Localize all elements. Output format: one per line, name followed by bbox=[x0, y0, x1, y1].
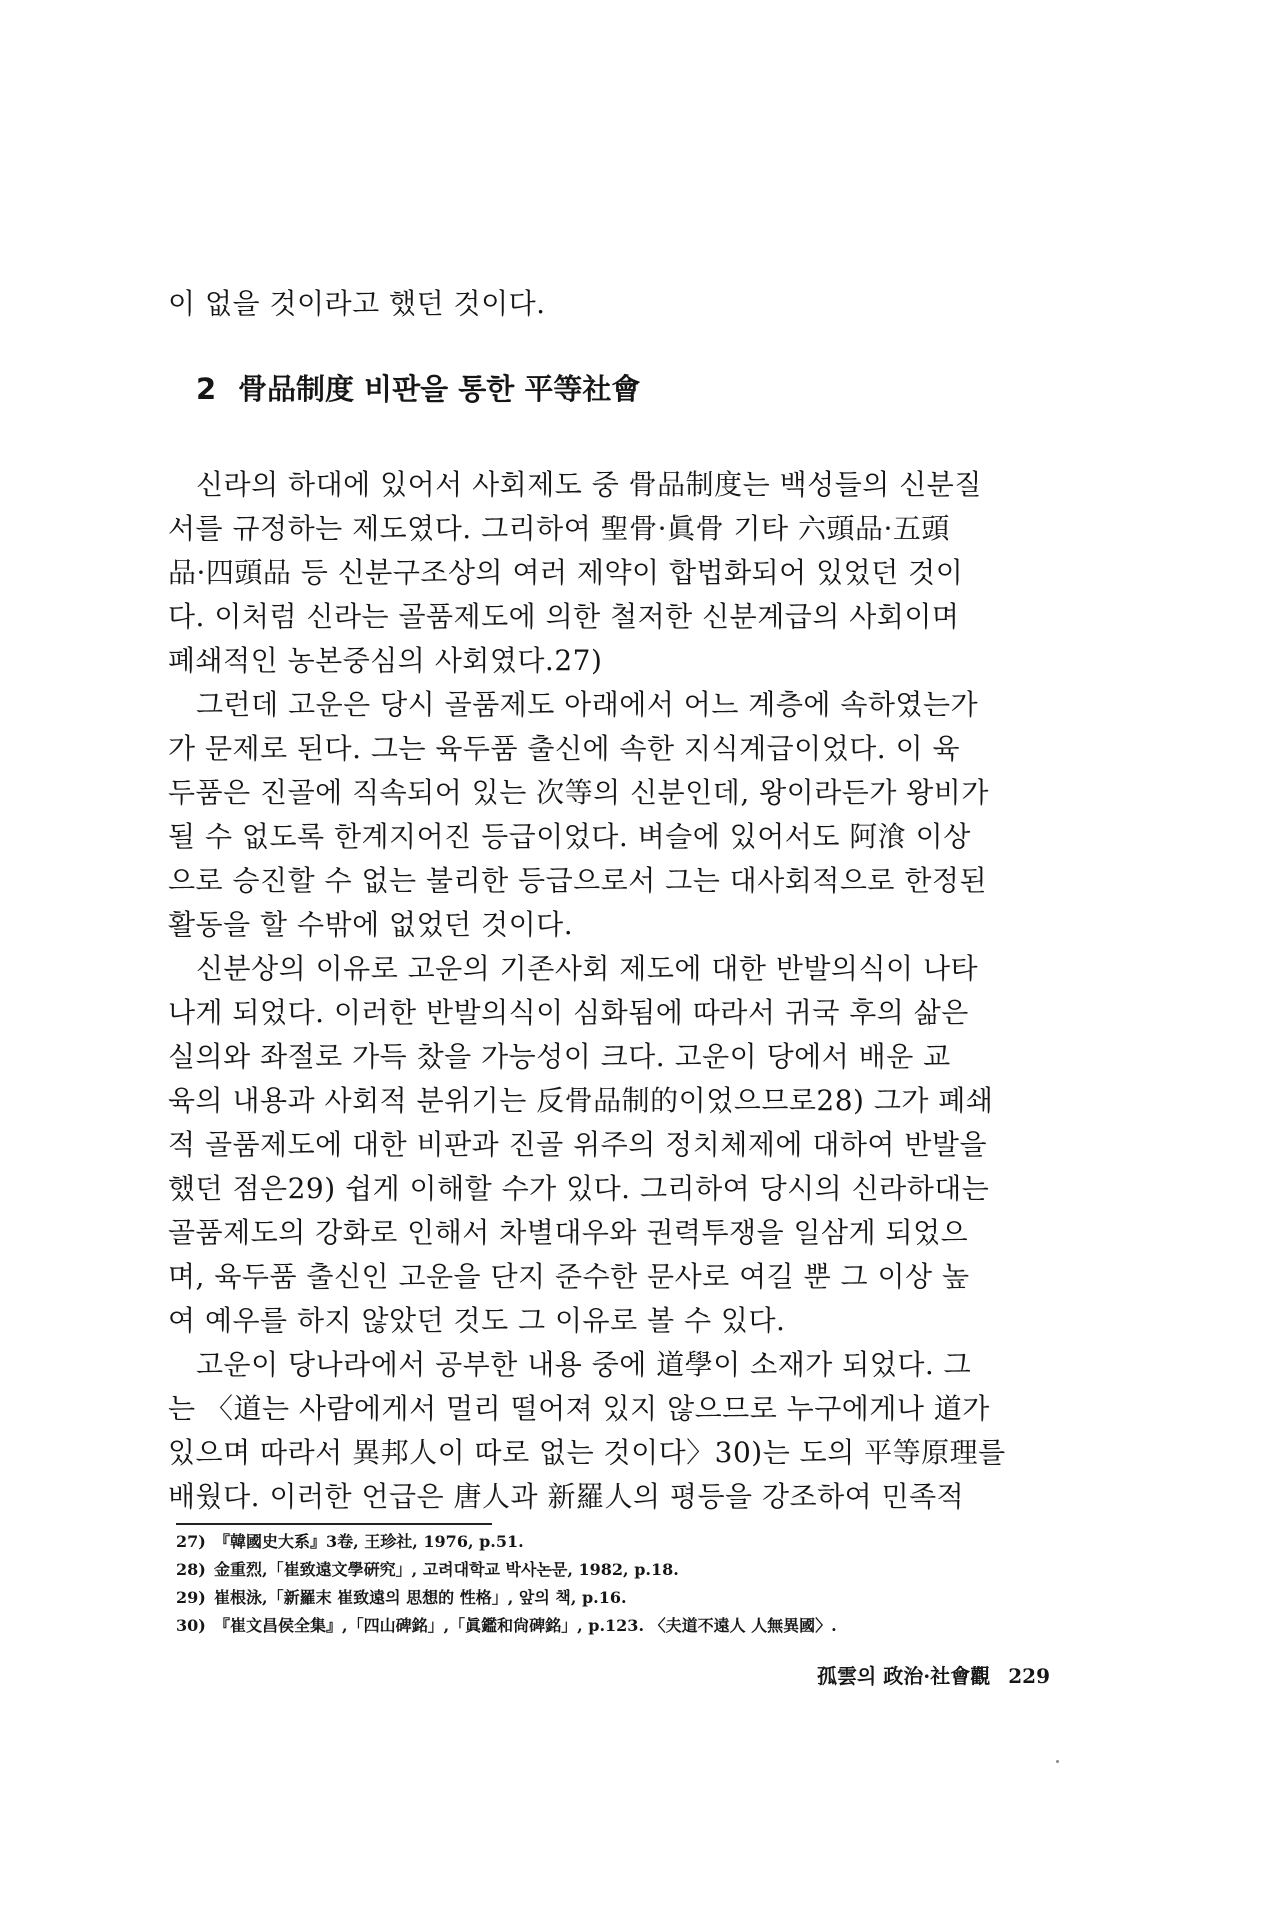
paper-speck bbox=[1056, 1760, 1059, 1763]
footnote bbox=[176, 1558, 1076, 1582]
body-line: 나게 되었다. 이러한 반발의식이 심화됨에 따라서 귀국 후의 삶은 bbox=[168, 996, 969, 1029]
section-heading bbox=[196, 368, 996, 410]
footnote-number: 29) bbox=[176, 1588, 206, 1607]
body-line: 며, 육두품 출신인 고운을 단지 준수한 문사로 여길 뿐 그 이상 높 bbox=[168, 1260, 970, 1293]
page-number: 229 bbox=[1008, 1664, 1050, 1688]
body-line: 활동을 할 수밖에 없었던 것이다. bbox=[168, 908, 574, 941]
running-footer bbox=[817, 1662, 1050, 1690]
body-line: 적 골품제도에 대한 비판과 진골 위주의 정치체제에 대하여 반발을 bbox=[168, 1128, 988, 1161]
body-line: 서를 규정하는 제도였다. 그리하여 聖骨·眞骨 기타 六頭品·五頭 bbox=[168, 512, 950, 545]
body-line: 골품제도의 강화로 인해서 차별대우와 권력투쟁을 일삼게 되었으 bbox=[168, 1216, 969, 1249]
footnote-text: 『崔文昌侯全集』,「四山碑銘」,「眞鑑和尙碑銘」, p.123. 〈夫道不遠人 人無異國〉. bbox=[214, 1616, 837, 1635]
section-number: 2 bbox=[196, 372, 217, 406]
body-line: 될 수 없도록 한계지어진 등급이었다. 벼슬에 있어서도 阿湌 이상 bbox=[168, 820, 971, 853]
footnote-divider bbox=[176, 1523, 492, 1525]
body-line: 신분상의 이유로 고운의 기존사회 제도에 대한 반발의식이 나타 bbox=[196, 952, 979, 985]
body-line: 육의 내용과 사회적 분위기는 反骨品制的이었으므로28) 그가 폐쇄 bbox=[168, 1084, 994, 1117]
body-line: 는 〈道는 사람에게서 멀리 떨어져 있지 않으므로 누구에게나 道가 bbox=[168, 1392, 990, 1425]
body-line: 실의와 좌절로 가득 찼을 가능성이 크다. 고운이 당에서 배운 교 bbox=[168, 1040, 951, 1073]
body-line: 여 예우를 하지 않았던 것도 그 이유로 볼 수 있다. bbox=[168, 1304, 786, 1337]
body-line: 이 없을 것이라고 했던 것이다. bbox=[168, 287, 546, 320]
body-line: 했던 점은29) 쉽게 이해할 수가 있다. 그리하여 당시의 신라하대는 bbox=[168, 1172, 990, 1205]
body-line: 고운이 당나라에서 공부한 내용 중에 道學이 소재가 되었다. 그 bbox=[196, 1348, 972, 1381]
body-line: 다. 이처럼 신라는 골품제도에 의한 철저한 신분계급의 사회이며 bbox=[168, 600, 960, 633]
footnote-number: 27) bbox=[176, 1532, 206, 1551]
body-line: 品·四頭品 등 신분구조상의 여러 제약이 합법화되어 있었던 것이 bbox=[168, 556, 964, 589]
footnote-text: 金重烈,「崔致遠文學硏究」, 고려대학교 박사논문, 1982, p.18. bbox=[214, 1560, 679, 1579]
body-line: 폐쇄적인 농본중심의 사회였다.27) bbox=[168, 644, 603, 677]
running-title: 孤雲의 政治·社會觀 bbox=[817, 1664, 991, 1688]
footnote-number: 28) bbox=[176, 1560, 206, 1579]
footnote bbox=[176, 1586, 1076, 1610]
body-line: 그런데 고운은 당시 골품제도 아래에서 어느 계층에 속하였는가 bbox=[196, 688, 979, 721]
body-line: 배웠다. 이러한 언급은 唐人과 新羅人의 평등을 강조하여 민족적 bbox=[168, 1480, 965, 1513]
section-title: 骨品制度 비판을 통한 平等社會 bbox=[238, 372, 641, 406]
body-line: 있으며 따라서 異邦人이 따로 없는 것이다〉30)는 도의 平等原理를 bbox=[168, 1436, 1006, 1469]
footnote bbox=[176, 1530, 1076, 1554]
footnote-text: 『韓國史大系』3卷, 王珍社, 1976, p.51. bbox=[214, 1532, 524, 1551]
body-line: 가 문제로 된다. 그는 육두품 출신에 속한 지식계급이었다. 이 육 bbox=[168, 732, 961, 765]
body-line: 신라의 하대에 있어서 사회제도 중 骨品制度는 백성들의 신분질 bbox=[196, 468, 982, 501]
footnote bbox=[176, 1614, 1076, 1638]
footnote-number: 30) bbox=[176, 1616, 206, 1635]
footnote-text: 崔根泳,「新羅末 崔致遠의 思想的 性格」, 앞의 책, p.16. bbox=[214, 1588, 627, 1607]
body-line: 으로 승진할 수 없는 불리한 등급으로서 그는 대사회적으로 한정된 bbox=[168, 864, 988, 897]
body-line: 두품은 진골에 직속되어 있는 次等의 신분인데, 왕이라든가 왕비가 bbox=[168, 776, 989, 809]
